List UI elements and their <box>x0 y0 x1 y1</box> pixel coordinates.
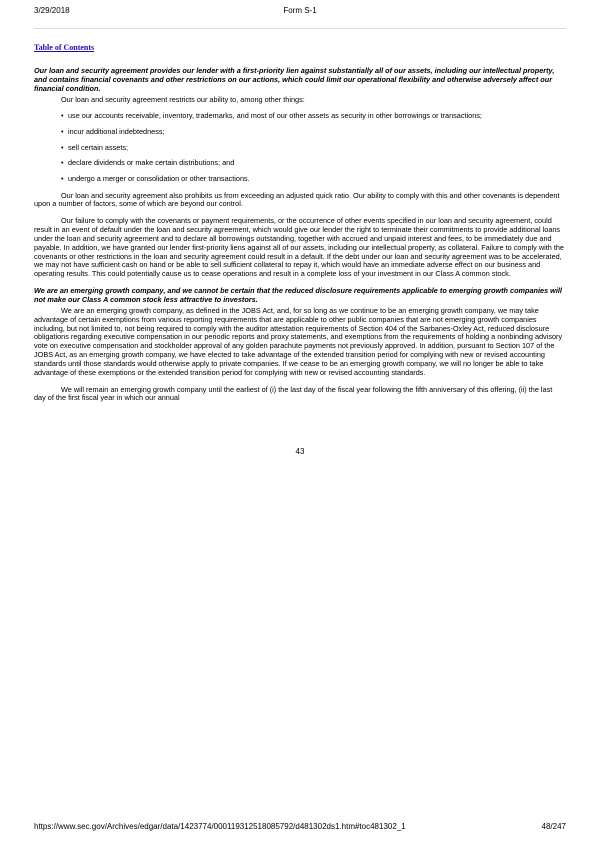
list-item: • declare dividends or make certain distributions; and <box>61 158 235 168</box>
document-form-title: Form S-1 <box>283 6 317 15</box>
bullet-icon: • <box>61 111 64 121</box>
restriction-list <box>34 112 566 184</box>
paragraph: Our failure to comply with the covenants or payment requirements, or the occurrence of other events specified in our loan and security agreement, could result in an event of default under the loan and security agreement, which would give our lender the right to terminate their commitments to provide additional loans under the loan and security agreement and to declare all borrowings outstanding, together with accrued and unpaid interest and fees, to be immediately due and payable. In addition, we have granted our lender first-priority liens against all of our assets, including our intellectual property, as collateral. Failure to comply with the covenants or other restrictions in the loan and security agreement could result in a default. If the debt under our loan and security agreement was to be accelerated, we may not have sufficient cash on hand or be able to sell sufficient collateral to repay it, which would have an immediate adverse effect on our business and operating results. This could potentially cause us to cease operations and result in a complete loss of your investment in our Class A common stock. <box>34 215 564 279</box>
paragraph: We are an emerging growth company, as defined in the JOBS Act, and, for so long as we continue to be an emerging growth company, we may take advantage of certain exemptions from various reporting requirements that are applicable to other public companies that are not emerging growth companies including, but not limited to, not being required to comply with the auditor attestation requirements of Section 404 of the Sarbanes-Oxley Act, reduced disclosure obligations regarding executive compensation in our periodic reports and proxy statements, and exemptions from the requirements of holding a nonbinding advisory vote on executive compensation and stockholder approval of any golden parachute payments not previously approved. In addition, pursuant to Section 107 of the JOBS Act, as an emerging growth company, we have elected to take advantage of the extended transition period for complying with new or revised accounting standards until those standards would otherwise apply to private companies. If we cease to be an emerging growth company, we will no longer be able to take advantage of these exemptions or the extended transition period for complying with new or revised accounting standards. <box>34 305 563 378</box>
list-item: • use our accounts receivable, inventory, trademarks, and most of our other assets as security in other borrowings or transactions; <box>61 111 482 121</box>
paragraph: Our loan and security agreement also prohibits us from exceeding an adjusted quick ratio. Our ability to comply with this and other covenants is dependent upon a number of factors, some of which are beyond our control. <box>34 190 560 209</box>
list-item: • incur additional indebtedness; <box>61 126 165 136</box>
list-item: • sell certain assets; <box>61 142 129 152</box>
table-of-contents-link[interactable]: Table of Contents <box>34 43 95 52</box>
risk-factor-heading-loan-agreement: Our loan and security agreement provides our lender with a first-priority lien against substantially all of our assets, including our intellectual property, and contains financial covenants and other restrictions on our actions, which could limit our operational flexibility and otherwise adversely affect our financial condition. <box>34 66 555 93</box>
page-number: 43 <box>295 447 305 456</box>
paragraph: We will remain an emerging growth company until the earliest of (i) the last day of the fiscal year following the fifth anniversary of this offering, (ii) the last day of the first fiscal year in which our annual <box>34 384 553 403</box>
bullet-icon: • <box>61 126 64 136</box>
source-url: https://www.sec.gov/Archives/edgar/data/1423774/000119312518085792/d481302ds1.htm#toc481302_1 <box>34 822 406 831</box>
document-body <box>34 67 566 411</box>
bullet-icon: • <box>61 174 64 184</box>
header-divider <box>34 28 566 29</box>
bullet-icon: • <box>61 158 64 168</box>
bullet-icon: • <box>61 142 64 152</box>
print-page-count: 48/247 <box>541 822 566 831</box>
list-item: • undergo a merger or consolidation or other transactions. <box>61 174 250 184</box>
print-date: 3/29/2018 <box>34 6 70 15</box>
paragraph: Our loan and security agreement restricts our ability to, among other things: <box>61 94 305 104</box>
risk-factor-heading-emerging-growth: We are an emerging growth company, and we cannot be certain that the reduced disclosure requirements applicable to emerging growth companies will not make our Class A common stock less attractive to investors. <box>34 285 562 304</box>
